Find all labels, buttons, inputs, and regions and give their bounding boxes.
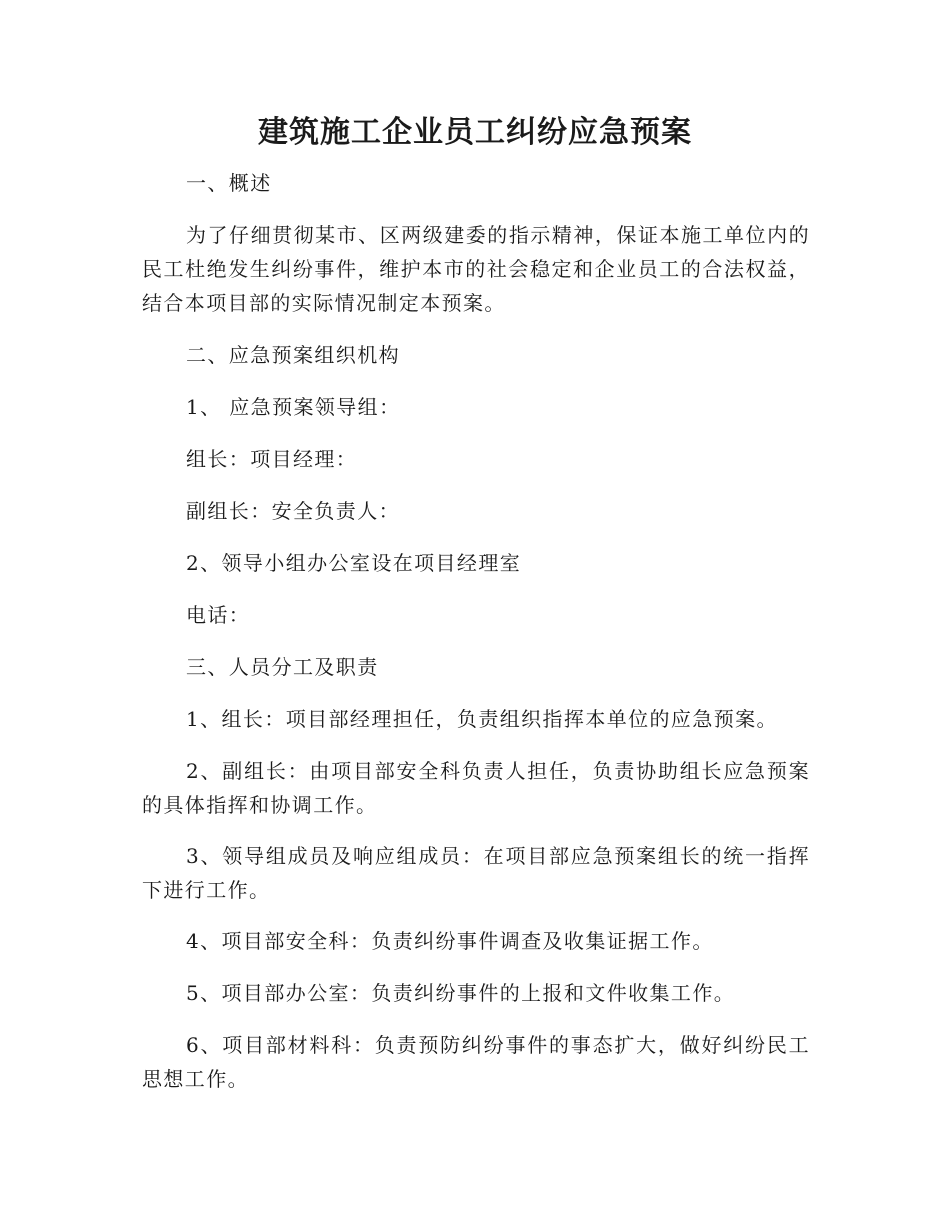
document-body — [142, 166, 810, 1096]
leadership-group-item: 1、 应急预案领导组： — [186, 395, 401, 419]
group-leader-line: 组长：项目经理： — [186, 447, 358, 471]
deputy-leader-line: 副组长：安全负责人： — [186, 499, 400, 523]
duty-item-leader: 1、组长：项目部经理担任，负责组织指挥本单位的应急预案。 — [186, 707, 778, 731]
section-heading-overview: 一、概述 — [186, 171, 272, 195]
office-location-item: 2、领导小组办公室设在项目经理室 — [186, 551, 522, 575]
phone-line: 电话： — [186, 603, 251, 627]
duty-item-materials: 6、项目部材料科：负责预防纠纷事件的事态扩大，做好纠纷民工思想工作。 — [142, 1033, 810, 1091]
section-heading-organization: 二、应急预案组织机构 — [186, 343, 400, 367]
duty-item-office: 5、项目部办公室：负责纠纷事件的上报和文件收集工作。 — [186, 981, 736, 1005]
document-title: 建筑施工企业员工纠纷应急预案 — [258, 115, 692, 150]
duty-item-safety: 4、项目部安全科：负责纠纷事件调查及收集证据工作。 — [186, 929, 714, 953]
section-heading-duties: 三、人员分工及职责 — [186, 655, 379, 679]
overview-paragraph: 为了仔细贯彻某市、区两级建委的指示精神，保证本施工单位内的民工杜绝发生纠纷事件，维护本市的社会稳定和企业员工的合法权益，结合本项目部的实际情况制定本预案。 — [142, 223, 810, 315]
duty-item-members: 3、领导组成员及响应组成员：在项目部应急预案组长的统一指挥下进行工作。 — [142, 844, 810, 902]
duty-item-deputy: 2、副组长：由项目部安全科负责人担任，负责协助组长应急预案的具体指挥和协调工作。 — [142, 759, 810, 817]
